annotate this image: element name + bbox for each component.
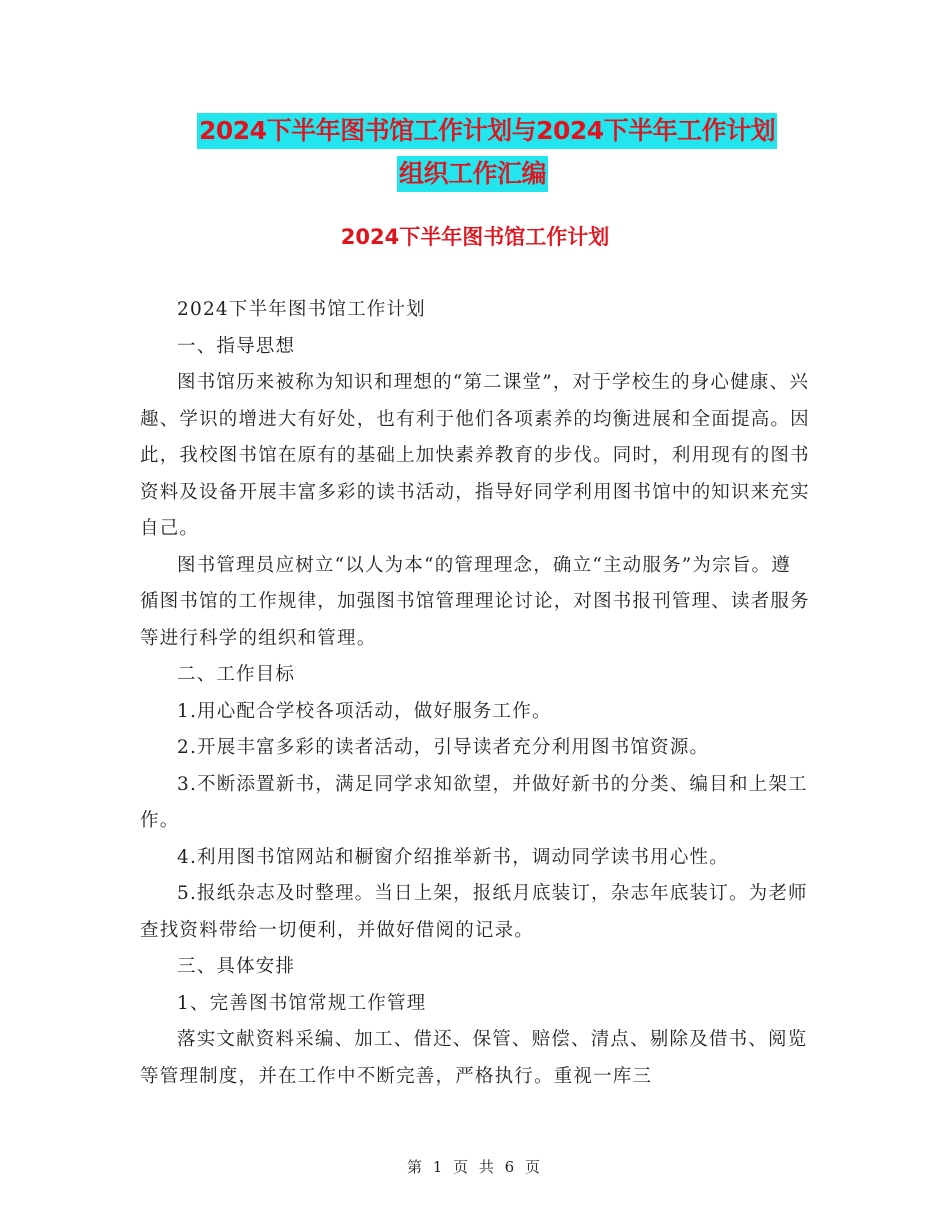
paragraph: 图书管理员应树立“以人为本“的管理理念，确立“主动服务”为宗旨。遵循图书馆的工作规律，加强图书馆管理理论讨论，对图书报刊管理、读者服务等进行科学的组织和管理。 [140,554,810,649]
subheading: 1、完善图书馆常规工作管理 [177,992,427,1014]
title-line-1: 2024下半年图书馆工作计划与2024下半年工作计划 [197,113,777,149]
heading-specific-arrangements: 三、具体安排 [177,956,296,977]
list-item: 1.用心配合学校各项活动，做好服务工作。 [177,700,552,722]
title-line-2: 组织工作汇编 [397,156,548,192]
paragraph: 2024下半年图书馆工作计划 [177,299,426,320]
list-item: 2.开展丰富多彩的读者活动，引导读者充分利用图书馆资源。 [177,737,710,758]
section-title: 2024下半年图书馆工作计划 [340,225,610,249]
document-body [140,292,810,1095]
heading-work-goals: 二、工作目标 [177,664,296,685]
paragraph: 落实文献资料采编、加工、借还、保管、赔偿、清点、剔除及借书、阅览等管理制度，并在工作中不断完善，严格执行。重视一库三 [140,1029,808,1087]
list-item: 5.报纸杂志及时整理。当日上架，报纸月底装订，杂志年底装订。为老师查找资料带给一切便利，并做好借阅的记录。 [140,883,808,941]
page-footer: 第 1 页 共 6 页 [407,1158,543,1176]
list-item: 3.不断添置新书，满足同学求知欲望，并做好新书的分类、编目和上架工作。 [140,773,808,831]
list-item: 4.利用图书馆网站和橱窗介绍推举新书，调动同学读书用心性。 [177,846,729,868]
paragraph: 图书馆历来被称为知识和理想的“第二课堂”，对于学校生的身心健康、兴趣、学识的增进大有好处，也有利于他们各项素养的均衡进展和全面提高。因此，我校图书馆在原有的基础上加快素养教育的步伐。同时，利用现有的图书资料及设备开展丰富多彩的读书活动，指导好同学利用图书馆中的知识来充实自己。 [140,372,810,539]
heading-guiding-ideology: 一、指导思想 [177,335,296,357]
